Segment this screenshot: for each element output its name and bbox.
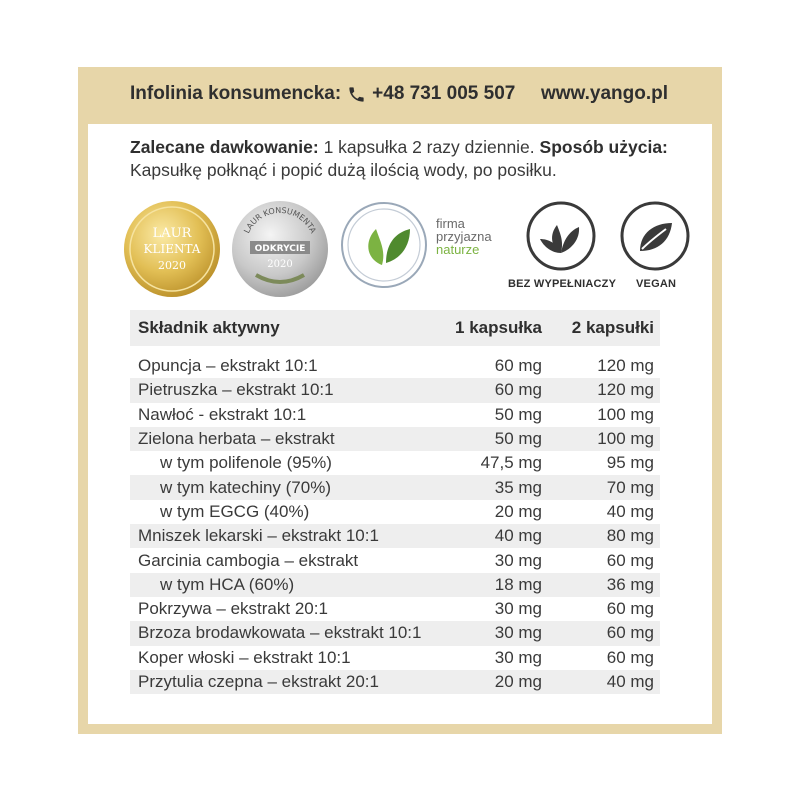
dose-one-capsule: 30 mg bbox=[494, 647, 542, 667]
table-row bbox=[130, 646, 660, 670]
dose-two-capsules: 70 mg bbox=[548, 475, 660, 499]
laur-klienta-line2: KLIENTA bbox=[143, 242, 201, 256]
ingredient-name: Przytulia czepna – ekstrakt 20:1 bbox=[130, 670, 438, 694]
no-fillers-icon bbox=[524, 199, 598, 273]
dose-two-capsules: 95 mg bbox=[606, 453, 654, 473]
ingredient-name: Pietruszka – ekstrakt 10:1 bbox=[130, 378, 438, 402]
ingredient-name: w tym katechiny (70%) bbox=[130, 475, 438, 499]
dose-two-capsules: 120 mg bbox=[548, 378, 660, 402]
dosage-section bbox=[130, 136, 690, 182]
table-row bbox=[130, 475, 660, 499]
usage-title: Sposób użycia: bbox=[539, 137, 668, 157]
dose-one-capsule: 30 mg bbox=[438, 621, 548, 645]
table-row bbox=[130, 573, 660, 597]
dose-one-capsule: 50 mg bbox=[438, 427, 548, 451]
laur-klienta-year: 2020 bbox=[158, 259, 186, 272]
dose-two-capsules: 40 mg bbox=[548, 670, 660, 694]
dose-one-capsule: 30 mg bbox=[494, 550, 542, 570]
laur-klienta-medal-icon bbox=[120, 197, 224, 301]
dose-one-capsule: 30 mg bbox=[494, 599, 542, 619]
dose-two-capsules: 60 mg bbox=[606, 647, 654, 667]
table-row bbox=[130, 621, 660, 645]
vegan-label: VEGAN bbox=[636, 278, 677, 290]
ingredients-body bbox=[130, 354, 660, 694]
ingredient-name: Nawłoć - ekstrakt 10:1 bbox=[138, 404, 307, 424]
ingredient-name: Mniszek lekarski – ekstrakt 10:1 bbox=[130, 524, 438, 548]
laur-konsumenta-medal-icon bbox=[228, 197, 332, 301]
dose-two-capsules: 60 mg bbox=[606, 550, 654, 570]
table-row bbox=[130, 597, 660, 621]
dose-one-capsule: 47,5 mg bbox=[480, 453, 542, 473]
dosage-title: Zalecane dawkowanie: bbox=[130, 137, 319, 157]
phone-icon bbox=[347, 85, 366, 104]
table-row bbox=[130, 548, 660, 572]
consumer-hotline-bar bbox=[88, 67, 712, 124]
table-row bbox=[130, 451, 660, 475]
ingredient-name: Opuncja – ekstrakt 10:1 bbox=[138, 356, 318, 376]
dose-one-capsule: 20 mg bbox=[494, 501, 542, 521]
dose-one-capsule: 40 mg bbox=[438, 524, 548, 548]
eco-leaf-icon bbox=[336, 195, 432, 295]
ingredients-table bbox=[130, 310, 660, 694]
no-fillers-label: BEZ WYPEŁNIACZY bbox=[508, 278, 617, 290]
eco-line1: firma bbox=[436, 216, 465, 231]
header-spacer bbox=[130, 346, 660, 354]
laur-klienta-line1: LAUR bbox=[152, 226, 192, 241]
table-row bbox=[130, 670, 660, 694]
dose-two-capsules: 40 mg bbox=[606, 501, 654, 521]
dose-one-capsule: 20 mg bbox=[438, 670, 548, 694]
hotline-label: Infolinia konsumencka: bbox=[130, 83, 342, 104]
laur-konsumenta-ribbon: ODKRYCIE bbox=[254, 244, 306, 254]
ingredient-name: w tym HCA (60%) bbox=[130, 573, 438, 597]
dose-one-capsule: 60 mg bbox=[494, 356, 542, 376]
header-ingredient: Składnik aktywny bbox=[130, 310, 438, 346]
header-two-capsules: 2 kapsułki bbox=[548, 310, 660, 346]
dose-two-capsules: 36 mg bbox=[548, 573, 660, 597]
eco-line3: naturze bbox=[436, 242, 480, 257]
eco-line2: przyjazna bbox=[436, 229, 492, 244]
ingredient-name: Brzoza brodawkowata – ekstrakt 10:1 bbox=[130, 621, 438, 645]
dose-two-capsules: 60 mg bbox=[606, 599, 654, 619]
supplement-label-panel bbox=[78, 67, 722, 734]
dose-one-capsule: 35 mg bbox=[438, 475, 548, 499]
dosage-text: 1 kapsułka 2 razy dziennie. bbox=[323, 137, 535, 157]
laur-konsumenta-year: 2020 bbox=[267, 259, 293, 270]
hotline bbox=[130, 83, 515, 105]
header-one-capsule: 1 kapsułka bbox=[438, 310, 548, 346]
eco-company-text bbox=[436, 217, 492, 256]
table-row bbox=[130, 403, 660, 427]
ingredient-name: Garcinia cambogia – ekstrakt bbox=[138, 550, 359, 570]
dose-two-capsules: 100 mg bbox=[597, 404, 654, 424]
table-row bbox=[130, 378, 660, 402]
dose-two-capsules: 120 mg bbox=[597, 356, 654, 376]
vegan-icon bbox=[618, 199, 692, 273]
dose-one-capsule: 60 mg bbox=[438, 378, 548, 402]
table-row bbox=[130, 354, 660, 378]
ingredient-name: Koper włoski – ekstrakt 10:1 bbox=[138, 647, 351, 667]
table-row bbox=[130, 427, 660, 451]
laur-konsumenta-top: LAUR KONSUMENTA bbox=[242, 205, 318, 235]
table-header-row bbox=[130, 310, 660, 346]
ingredient-name: Pokrzywa – ekstrakt 20:1 bbox=[138, 599, 328, 619]
dose-two-capsules: 100 mg bbox=[548, 427, 660, 451]
dose-one-capsule: 50 mg bbox=[494, 404, 542, 424]
dose-two-capsules: 60 mg bbox=[548, 621, 660, 645]
website-link[interactable]: www.yango.pl bbox=[540, 83, 668, 104]
table-row bbox=[130, 500, 660, 524]
ingredient-name: w tym EGCG (40%) bbox=[160, 501, 310, 521]
table-row bbox=[130, 524, 660, 548]
usage-text: Kapsułkę połknąć i popić dużą ilością wody, po posiłku. bbox=[130, 160, 557, 180]
ingredient-name: w tym polifenole (95%) bbox=[160, 453, 332, 473]
ingredient-name: Zielona herbata – ekstrakt bbox=[130, 427, 438, 451]
dose-one-capsule: 18 mg bbox=[438, 573, 548, 597]
hotline-number[interactable]: +48 731 005 507 bbox=[372, 83, 516, 104]
dose-two-capsules: 80 mg bbox=[548, 524, 660, 548]
